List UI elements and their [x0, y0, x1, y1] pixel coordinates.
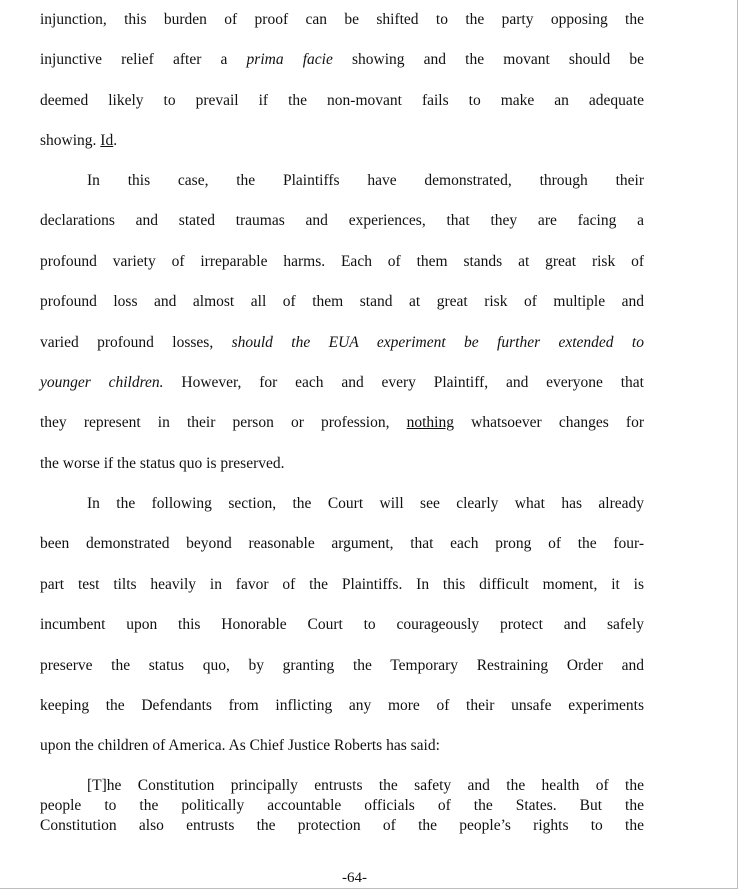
quote-line: Constitution also entrusts the protection of the people’s rights to the — [40, 817, 644, 834]
text-line: injunctive relief after a prima facie showing and the movant should be — [40, 51, 645, 69]
block-quote — [40, 776, 644, 836]
text-line: they represent in their person or profession, nothing whatsoever changes for — [40, 414, 644, 432]
text-line: showing. Id. — [40, 132, 118, 150]
text-line: been demonstrated beyond reasonable argument, that each prong of the four- — [40, 535, 644, 553]
text-line: incumbent upon this Honorable Court to courageously protect and safely — [40, 616, 644, 634]
text-line: profound variety of irreparable harms. Each of them stands at great risk of — [40, 252, 644, 270]
text-line: upon the children of America. As Chief Justice Roberts has said: — [40, 737, 440, 755]
text-line: deemed likely to prevail if the non-movant fails to make an adequate — [40, 91, 644, 109]
text-line: the worse if the status quo is preserved. — [40, 454, 285, 472]
text-line: part test tilts heavily in favor of the Plaintiffs. In this difficult moment, it is — [40, 575, 644, 593]
text-line: In the following section, the Court will see clearly what has already — [87, 495, 644, 512]
page-number: -64- — [342, 870, 367, 886]
text-line: preserve the status quo, by granting the Temporary Restraining Order and — [40, 656, 644, 674]
text-line: injunction, this burden of proof can be shifted to the party opposing the — [40, 11, 644, 28]
text-line: younger children. However, for each and every Plaintiff, and everyone that — [40, 373, 644, 391]
text-line: declarations and stated traumas and experiences, that they are facing a — [40, 212, 644, 230]
text-line: profound loss and almost all of them stand at great risk of multiple and — [40, 293, 644, 311]
text-line: In this case, the Plaintiffs have demonstrated, through their — [87, 172, 644, 189]
text-line: varied profound losses, should the EUA experiment be further extended to — [40, 333, 644, 351]
quote-line: [T]he Constitution principally entrusts the safety and the health of the — [87, 777, 644, 794]
text-line: keeping the Defendants from inflicting any more of their unsafe experiments — [40, 696, 644, 714]
quote-line: people to the politically accountable officials of the States. But the — [40, 797, 644, 814]
paragraph-3 — [40, 484, 644, 767]
paragraph-2 — [40, 161, 644, 484]
paragraph-1 — [40, 0, 644, 162]
